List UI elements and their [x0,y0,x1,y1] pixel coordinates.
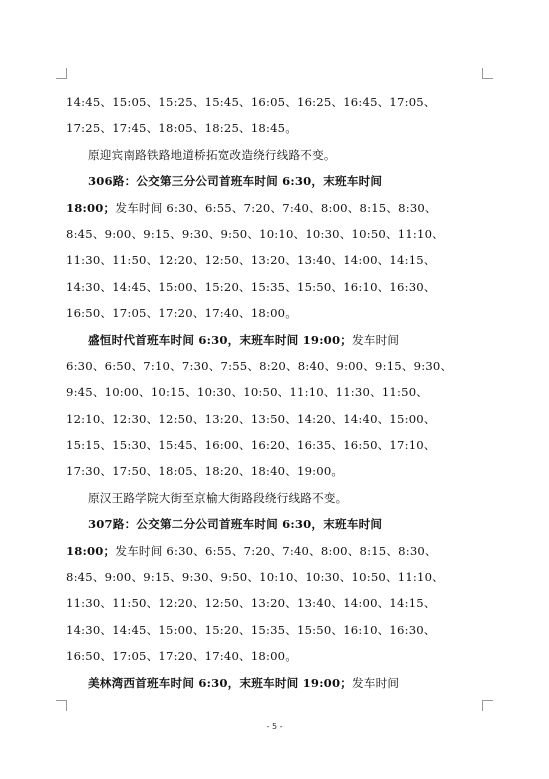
text-line [66,300,484,326]
text-line [66,564,484,590]
text-run: 8:45、9:00、9:15、9:30、9:50、10:10、10:30、10:50、11:10、 [66,226,444,241]
text-line [66,617,484,643]
bold-text-run: 18:00； [66,200,116,215]
crop-mark-top-left [56,68,67,79]
text-run: 8:45、9:00、9:15、9:30、9:50、10:10、10:30、10:50、11:10、 [66,570,444,585]
text-line [66,379,484,405]
text-line [66,458,484,484]
crop-mark-bottom-right [482,700,493,711]
crop-mark-top-right [482,68,493,79]
text-run: 发车时间 6:30、6:55、7:20、7:40、8:00、8:15、8:30、 [115,543,437,558]
text-line [66,353,484,379]
text-line [66,670,484,696]
text-line [66,89,484,115]
text-run: 16:50、17:05、17:20、17:40、18:00。 [66,306,298,321]
text-run: 14:45、15:05、15:25、15:45、16:05、16:25、16:45、17:05、 [66,95,436,109]
bold-text-run: 18:00； [66,543,116,558]
text-run: 发车时间 6:30、6:55、7:20、7:40、8:00、8:15、8:30、 [115,200,437,215]
text-run: 发车时间 [352,675,400,690]
text-line [66,168,484,194]
text-run: 17:30、17:50、18:05、18:20、18:40、19:00。 [66,464,344,479]
text-line [66,643,484,669]
bold-text-run: 307路：公交第二分公司首班车时间 6:30，末班车时间 [88,517,383,532]
text-line [66,485,484,511]
text-run: 6:30、6:50、7:10、7:30、7:55、8:20、8:40、9:00、9:15、9:30、 [66,358,453,373]
text-run: 发车时间 [352,332,400,347]
text-line [66,406,484,432]
text-run: 14:30、14:45、15:00、15:20、15:35、15:50、16:10、16:30、 [66,622,436,637]
text-run: 11:30、11:50、12:20、12:50、13:20、13:40、14:00、14:15、 [66,253,436,268]
text-line [66,115,484,141]
page-number: - 5 - [266,722,283,731]
text-line [66,327,484,353]
bold-text-run: 美林湾西首班车时间 6:30，末班车时间 19:00； [88,675,353,690]
text-run: 原汉王路学院大街至京榆大街路段绕行线路不变。 [88,490,348,505]
text-run: 9:45、10:00、10:15、10:30、10:50、11:10、11:30、11:50、 [66,385,429,400]
text-line [66,590,484,616]
text-run: 原迎宾南路铁路地道桥拓宽改造绕行线路不变。 [88,147,336,162]
text-line [66,247,484,273]
text-run: 15:15、15:30、15:45、16:00、16:20、16:35、16:50、17:10、 [66,438,436,453]
text-line [66,221,484,247]
text-run: 14:30、14:45、15:00、15:20、15:35、15:50、16:10、16:30、 [66,279,436,294]
text-run: 16:50、17:05、17:20、17:40、18:00。 [66,649,298,664]
text-line [66,432,484,458]
text-line [66,274,484,300]
text-run: 12:10、12:30、12:50、13:20、13:50、14:20、14:40、15:00、 [66,411,436,426]
text-line [66,538,484,564]
bold-text-run: 306路：公交第三分公司首班车时间 6:30，末班车时间 [88,174,383,189]
bold-text-run: 盛恒时代首班车时间 6:30，末班车时间 19:00； [88,332,353,347]
document-body [66,89,484,696]
text-run: 17:25、17:45、18:05、18:25、18:45。 [66,121,298,136]
text-line [66,511,484,537]
crop-mark-bottom-left [56,700,67,711]
text-line [66,142,484,168]
text-line [66,195,484,221]
text-run: 11:30、11:50、12:20、12:50、13:20、13:40、14:00、14:15、 [66,596,436,611]
